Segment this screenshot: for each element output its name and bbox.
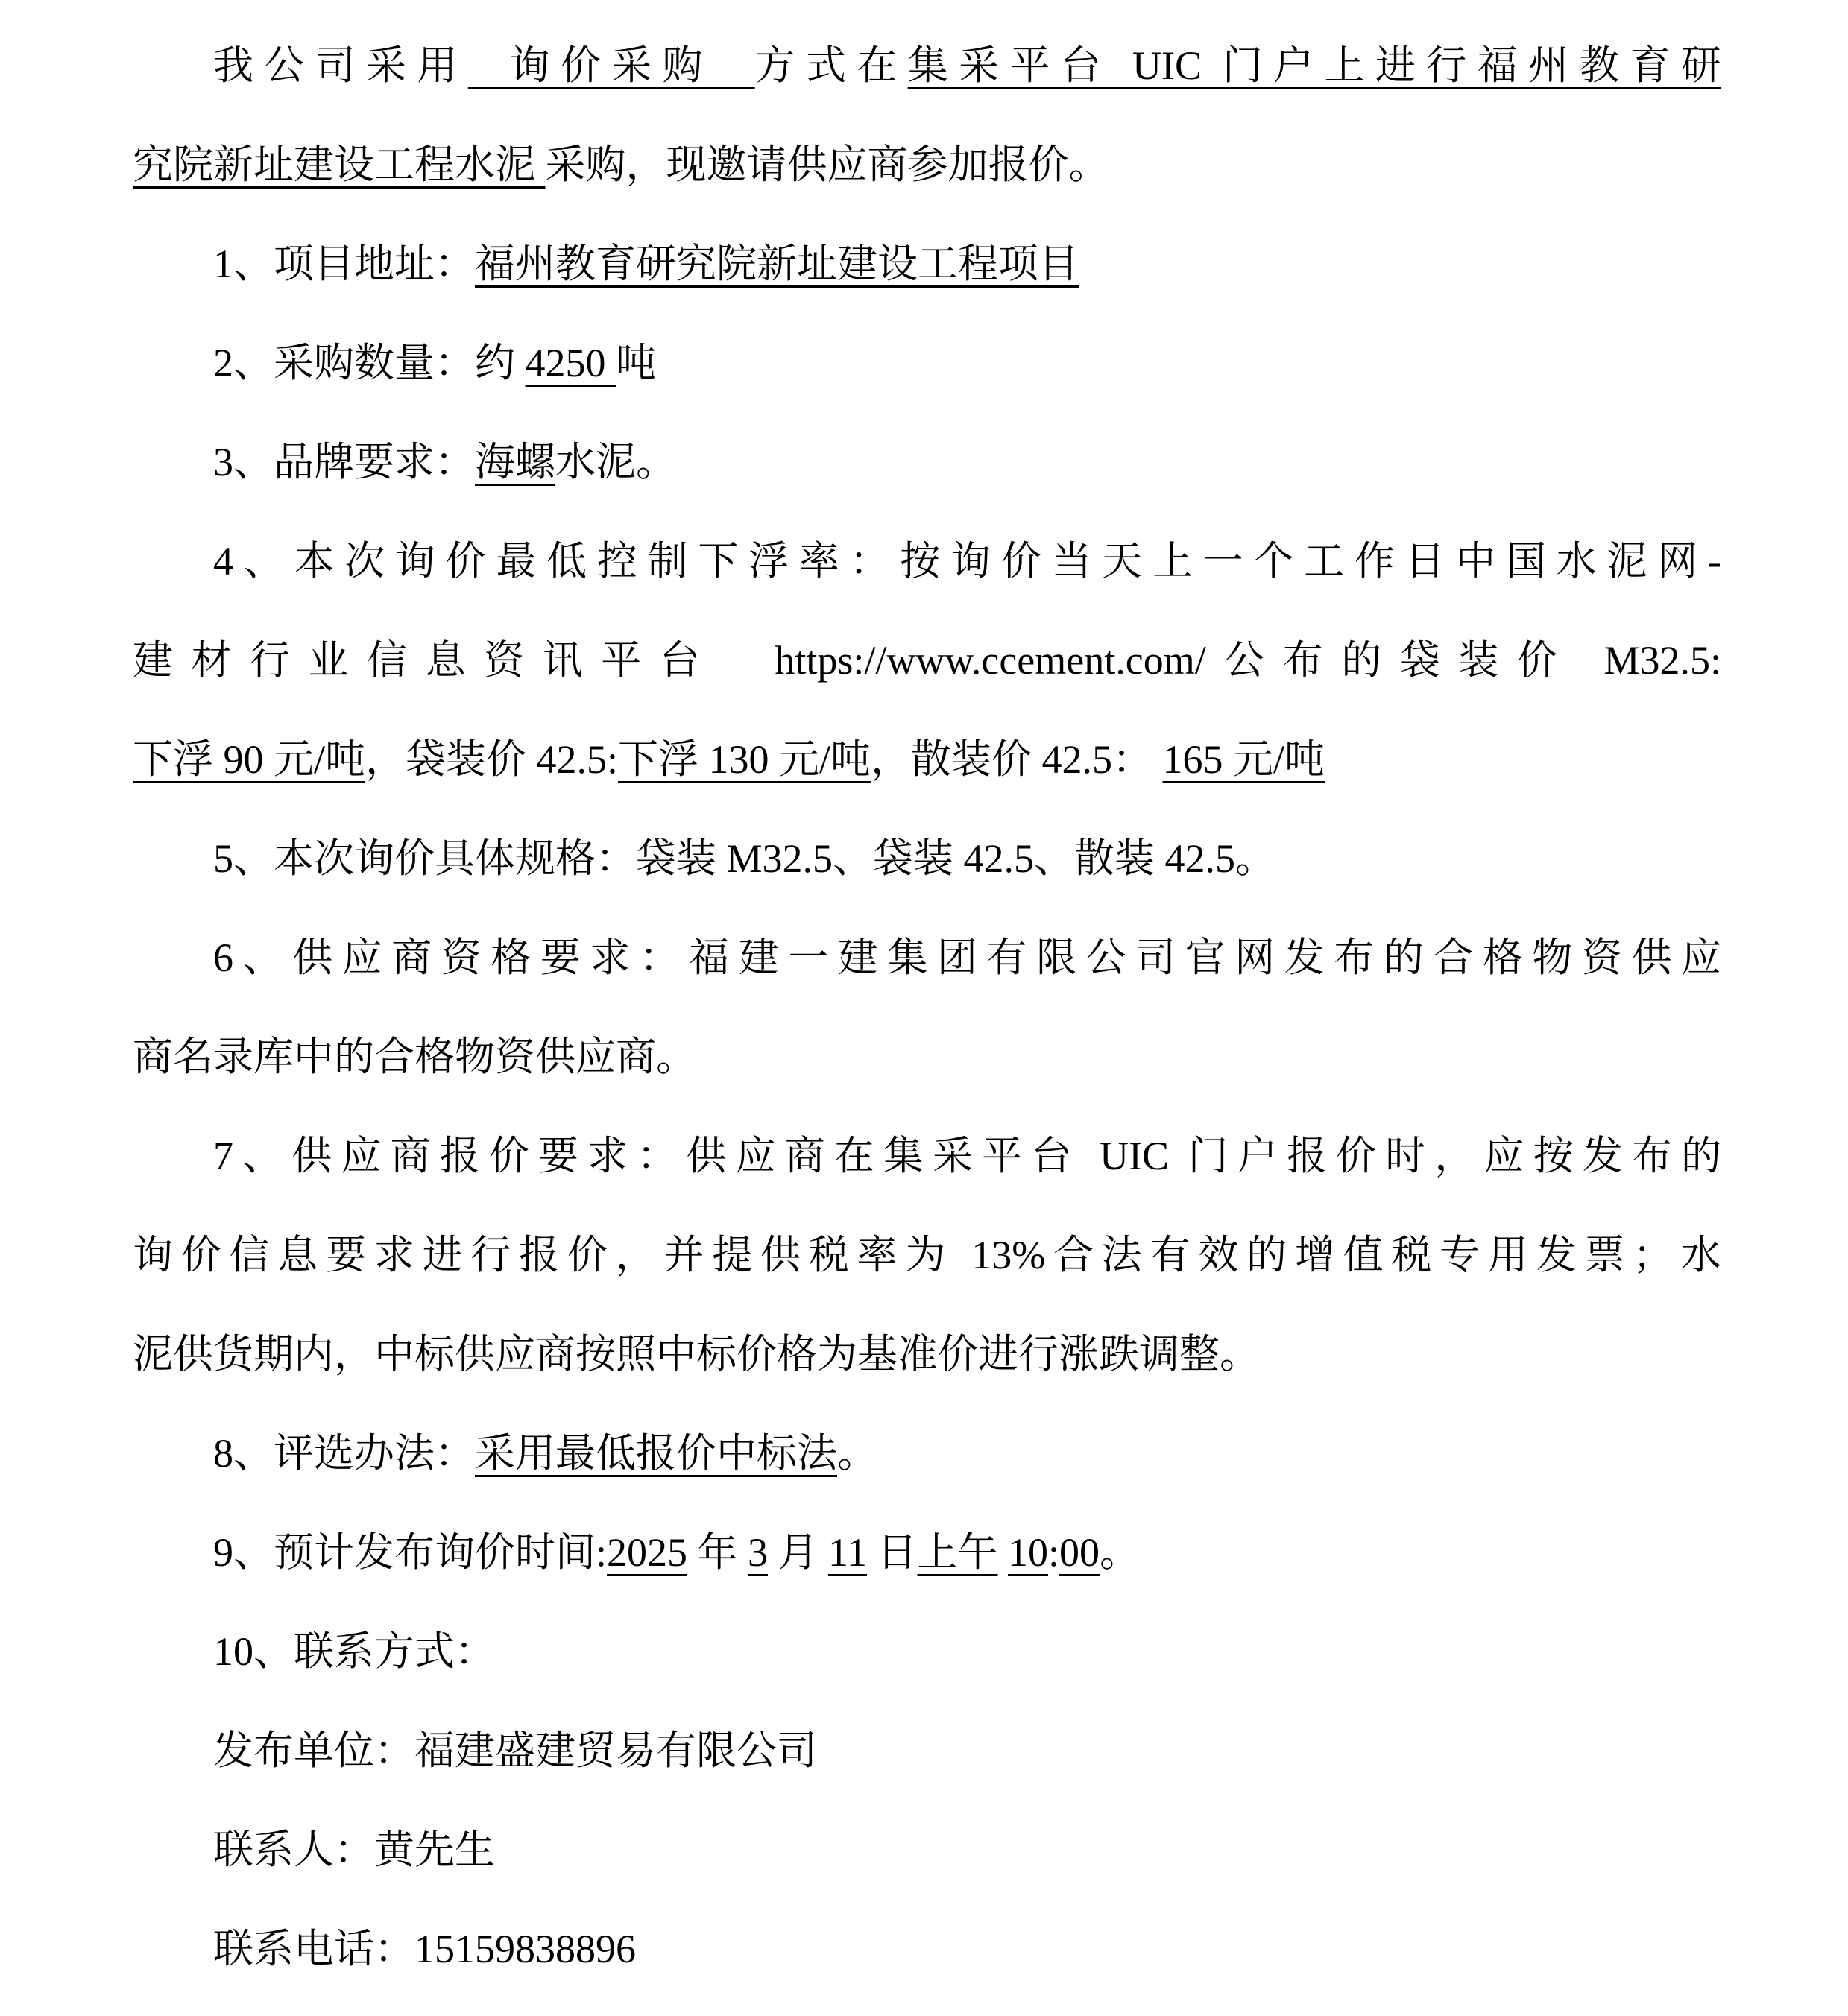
underlined-text-run: 集采平台 UIC 门户上进行福州教育研 <box>907 43 1722 88</box>
text-run: 6、供应商资格要求：福建一建集团有限公司官网发布的合格物资供应 <box>213 935 1721 980</box>
url-text: https://www.ccement.com/ <box>775 638 1206 683</box>
underlined-text-run: 2025 <box>607 1530 688 1575</box>
document-line <box>133 16 1721 116</box>
underlined-text-run: 上午 <box>917 1530 998 1575</box>
text-run: 10、联系方式： <box>213 1629 495 1674</box>
document-line <box>133 314 1721 413</box>
underlined-text-run: 3 <box>748 1530 769 1575</box>
underlined-text-run: 10 <box>1008 1530 1049 1575</box>
text-run: 建材行业信息资讯平台 <box>133 638 775 683</box>
text-run: 吨 <box>616 341 656 385</box>
underlined-text-run: 采用最低报价中标法 <box>475 1431 837 1476</box>
text-run: 商名录库中的合格物资供应商。 <box>133 1034 696 1079</box>
text-run <box>998 1530 1009 1575</box>
text-run: ，散装价 42.5： <box>871 737 1163 782</box>
document-content <box>133 16 1721 1999</box>
text-run: 泥供货期内，中标供应商按照中标价格为基准价进行涨跌调整。 <box>133 1332 1260 1377</box>
text-run: 公布的袋装价 M32.5: <box>1205 638 1721 683</box>
text-run: 8、评选办法： <box>213 1431 475 1476</box>
underlined-text-run: 11 <box>828 1530 868 1575</box>
text-run: 采购，现邀请供应商参加报价。 <box>545 142 1109 187</box>
underlined-text-run: 00 <box>1059 1530 1100 1575</box>
document-line <box>133 1701 1721 1801</box>
document-line <box>133 116 1721 215</box>
underlined-text-run: 询价采购 <box>467 43 755 88</box>
document-line <box>133 809 1721 909</box>
text-run: 。 <box>1100 1530 1141 1575</box>
text-run: 联系人：黄先生 <box>213 1827 495 1872</box>
document-line <box>133 512 1721 611</box>
document-line <box>133 1602 1721 1701</box>
document-line <box>133 909 1721 1008</box>
text-run: 3、品牌要求： <box>213 440 475 484</box>
text-run: 。 <box>837 1431 877 1476</box>
text-run: 5、本次询价具体规格：袋装 M32.5、袋装 42.5、散装 42.5。 <box>213 836 1276 881</box>
underlined-text-run: 下浮 90 元/吨 <box>133 737 366 782</box>
text-run: 4、本次询价最低控制下浮率：按询价当天上一个工作日中国水泥网- <box>213 539 1721 584</box>
text-run: 9、预计发布询价时间: <box>213 1530 608 1575</box>
text-run: 7、供应商报价要求：供应商在集采平台 UIC 门户报价时，应按发布的 <box>213 1134 1721 1178</box>
text-run: 1、项目地址： <box>213 241 475 286</box>
text-run: 我公司采用 <box>213 43 468 88</box>
document-line <box>133 1107 1721 1206</box>
document-line <box>133 215 1721 314</box>
document-line <box>133 1801 1721 1900</box>
text-run: 日 <box>867 1530 918 1575</box>
text-run: 年 <box>687 1530 748 1575</box>
underlined-text-run: 下浮 130 元/吨 <box>618 737 871 782</box>
text-run: 月 <box>768 1530 829 1575</box>
document-line <box>133 1900 1721 1999</box>
text-run: 方式在 <box>754 43 908 88</box>
underlined-text-run: 165 元/吨 <box>1162 737 1325 782</box>
text-run: 询价信息要求进行报价，并提供税率为 13%合法有效的增值税专用发票；水 <box>133 1233 1721 1277</box>
document-line <box>133 1503 1721 1602</box>
text-run: 发布单位：福建盛建贸易有限公司 <box>213 1728 817 1773</box>
document-line <box>133 1404 1721 1503</box>
text-run: 2、采购数量：约 <box>213 341 526 385</box>
underlined-text-run: 海螺 <box>475 440 555 484</box>
underlined-text-run: 4250 <box>525 341 616 385</box>
underlined-text-run: 福州教育研究院新址建设工程项目 <box>475 241 1079 286</box>
text-run: 联系电话：15159838896 <box>213 1927 636 1971</box>
text-run: 水泥。 <box>555 440 676 484</box>
text-run: ，袋装价 42.5: <box>365 737 619 782</box>
document-line <box>133 413 1721 512</box>
document-line <box>133 1206 1721 1305</box>
document-line <box>133 710 1721 809</box>
document-line <box>133 1008 1721 1107</box>
document-line <box>133 1305 1721 1404</box>
document-line <box>133 611 1721 710</box>
text-run: : <box>1048 1530 1060 1575</box>
underlined-text-run: 究院新址建设工程水泥 <box>133 142 546 187</box>
